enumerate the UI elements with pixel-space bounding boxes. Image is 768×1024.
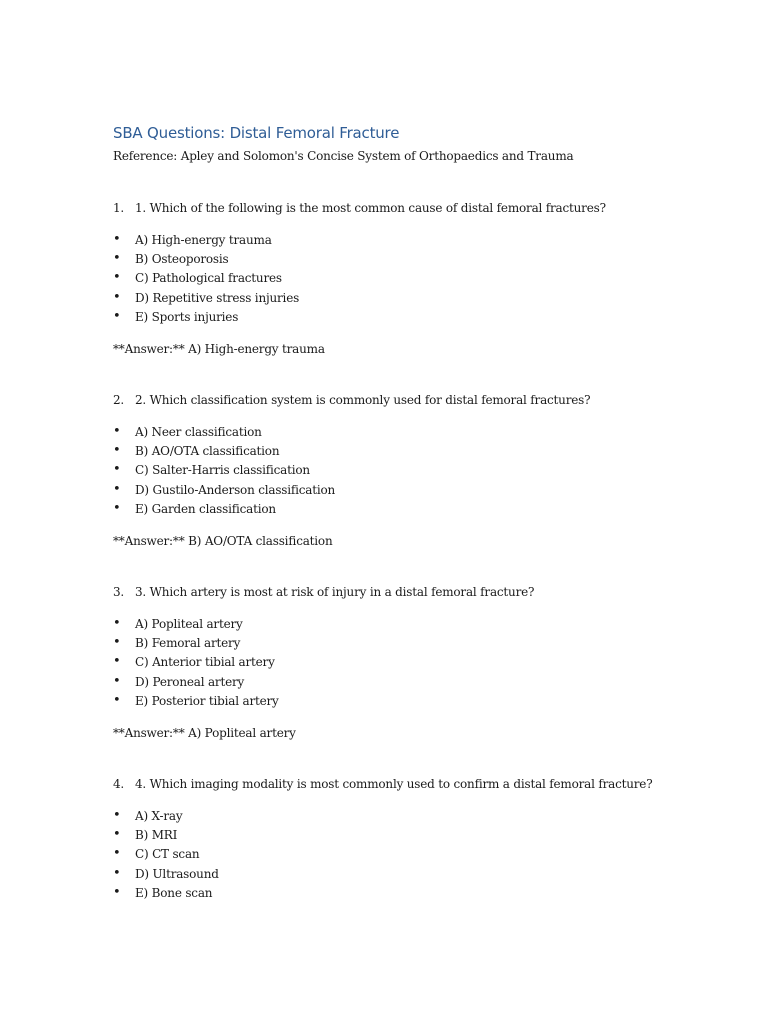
option-text: A) Neer classification xyxy=(135,425,262,439)
bullet-icon: • xyxy=(113,692,121,708)
bullet-icon: • xyxy=(113,673,121,689)
bullet-icon: • xyxy=(113,654,121,670)
option-item xyxy=(113,867,713,886)
option-item xyxy=(113,694,713,713)
option-item xyxy=(113,617,713,636)
reference-line: Reference: Apley and Solomon's Concise System of Orthopaedics and Trauma xyxy=(113,149,574,163)
option-text: C) Pathological fractures xyxy=(135,271,282,286)
option-item xyxy=(113,886,713,905)
option-item xyxy=(113,463,713,482)
bullet-icon: • xyxy=(113,500,121,516)
option-list xyxy=(113,617,713,713)
question-block xyxy=(113,585,713,740)
question-number: 4. xyxy=(113,777,125,791)
question-text: 1. Which of the following is the most common cause of distal femoral fractures? xyxy=(135,201,606,215)
option-list xyxy=(113,425,713,521)
bullet-icon: • xyxy=(113,846,121,862)
bullet-icon: • xyxy=(113,270,121,286)
option-text: B) AO/OTA classification xyxy=(135,444,280,459)
option-text: E) Garden classification xyxy=(135,501,276,516)
bullet-icon: • xyxy=(113,251,121,267)
question-line xyxy=(113,777,713,795)
option-text: E) Bone scan xyxy=(135,885,213,900)
option-text: C) Anterior tibial artery xyxy=(135,655,275,670)
bullet-icon: • xyxy=(113,827,121,843)
answer-line: **Answer:** A) Popliteal artery xyxy=(113,725,296,740)
answer-line: **Answer:** A) High-energy trauma xyxy=(113,341,325,356)
option-text: C) CT scan xyxy=(135,847,200,862)
question-block xyxy=(113,393,713,548)
bullet-icon: • xyxy=(113,865,121,881)
option-item xyxy=(113,271,713,290)
question-number: 1. xyxy=(113,201,125,215)
question-text: 4. Which imaging modality is most commonly used to confirm a distal femoral fracture? xyxy=(135,777,653,791)
option-text: B) MRI xyxy=(135,828,178,843)
bullet-icon: • xyxy=(113,289,121,305)
option-item xyxy=(113,655,713,674)
question-text: 3. Which artery is most at risk of injury in a distal femoral fracture? xyxy=(135,585,535,599)
bullet-icon: • xyxy=(113,462,121,478)
option-item xyxy=(113,828,713,847)
bullet-icon: • xyxy=(113,481,121,497)
option-text: B) Osteoporosis xyxy=(135,252,229,267)
option-item xyxy=(113,809,713,828)
option-text: E) Posterior tibial artery xyxy=(135,693,279,708)
option-text: A) High-energy trauma xyxy=(135,233,272,247)
question-number: 2. xyxy=(113,393,125,407)
option-text: D) Gustilo-Anderson classification xyxy=(135,482,336,497)
question-block xyxy=(113,201,713,356)
bullet-icon: • xyxy=(113,443,121,459)
question-line xyxy=(113,201,713,219)
option-item xyxy=(113,502,713,521)
option-text: B) Femoral artery xyxy=(135,636,241,651)
option-item xyxy=(113,636,713,655)
option-item xyxy=(113,310,713,329)
option-text: D) Ultrasound xyxy=(135,866,219,881)
document-title: SBA Questions: Distal Femoral Fracture xyxy=(113,124,400,142)
question-line xyxy=(113,393,713,411)
option-text: D) Peroneal artery xyxy=(135,674,245,689)
option-item xyxy=(113,444,713,463)
answer-line: **Answer:** B) AO/OTA classification xyxy=(113,533,333,548)
option-text: A) Popliteal artery xyxy=(135,617,243,631)
bullet-icon: • xyxy=(113,424,121,439)
option-text: D) Repetitive stress injuries xyxy=(135,290,300,305)
option-item xyxy=(113,291,713,310)
option-item xyxy=(113,425,713,444)
option-list xyxy=(113,809,713,905)
question-number: 3. xyxy=(113,585,125,599)
bullet-icon: • xyxy=(113,884,121,900)
bullet-icon: • xyxy=(113,616,121,631)
option-list xyxy=(113,233,713,329)
option-text: C) Salter-Harris classification xyxy=(135,463,310,478)
bullet-icon: • xyxy=(113,232,121,247)
option-item xyxy=(113,483,713,502)
question-block xyxy=(113,777,713,905)
option-text: A) X-ray xyxy=(135,809,183,823)
option-item xyxy=(113,675,713,694)
option-text: E) Sports injuries xyxy=(135,309,239,324)
bullet-icon: • xyxy=(113,308,121,324)
bullet-icon: • xyxy=(113,635,121,651)
question-line xyxy=(113,585,713,603)
question-text: 2. Which classification system is commonly used for distal femoral fractures? xyxy=(135,393,591,407)
option-item xyxy=(113,252,713,271)
option-item xyxy=(113,847,713,866)
bullet-icon: • xyxy=(113,808,121,823)
option-item xyxy=(113,233,713,252)
